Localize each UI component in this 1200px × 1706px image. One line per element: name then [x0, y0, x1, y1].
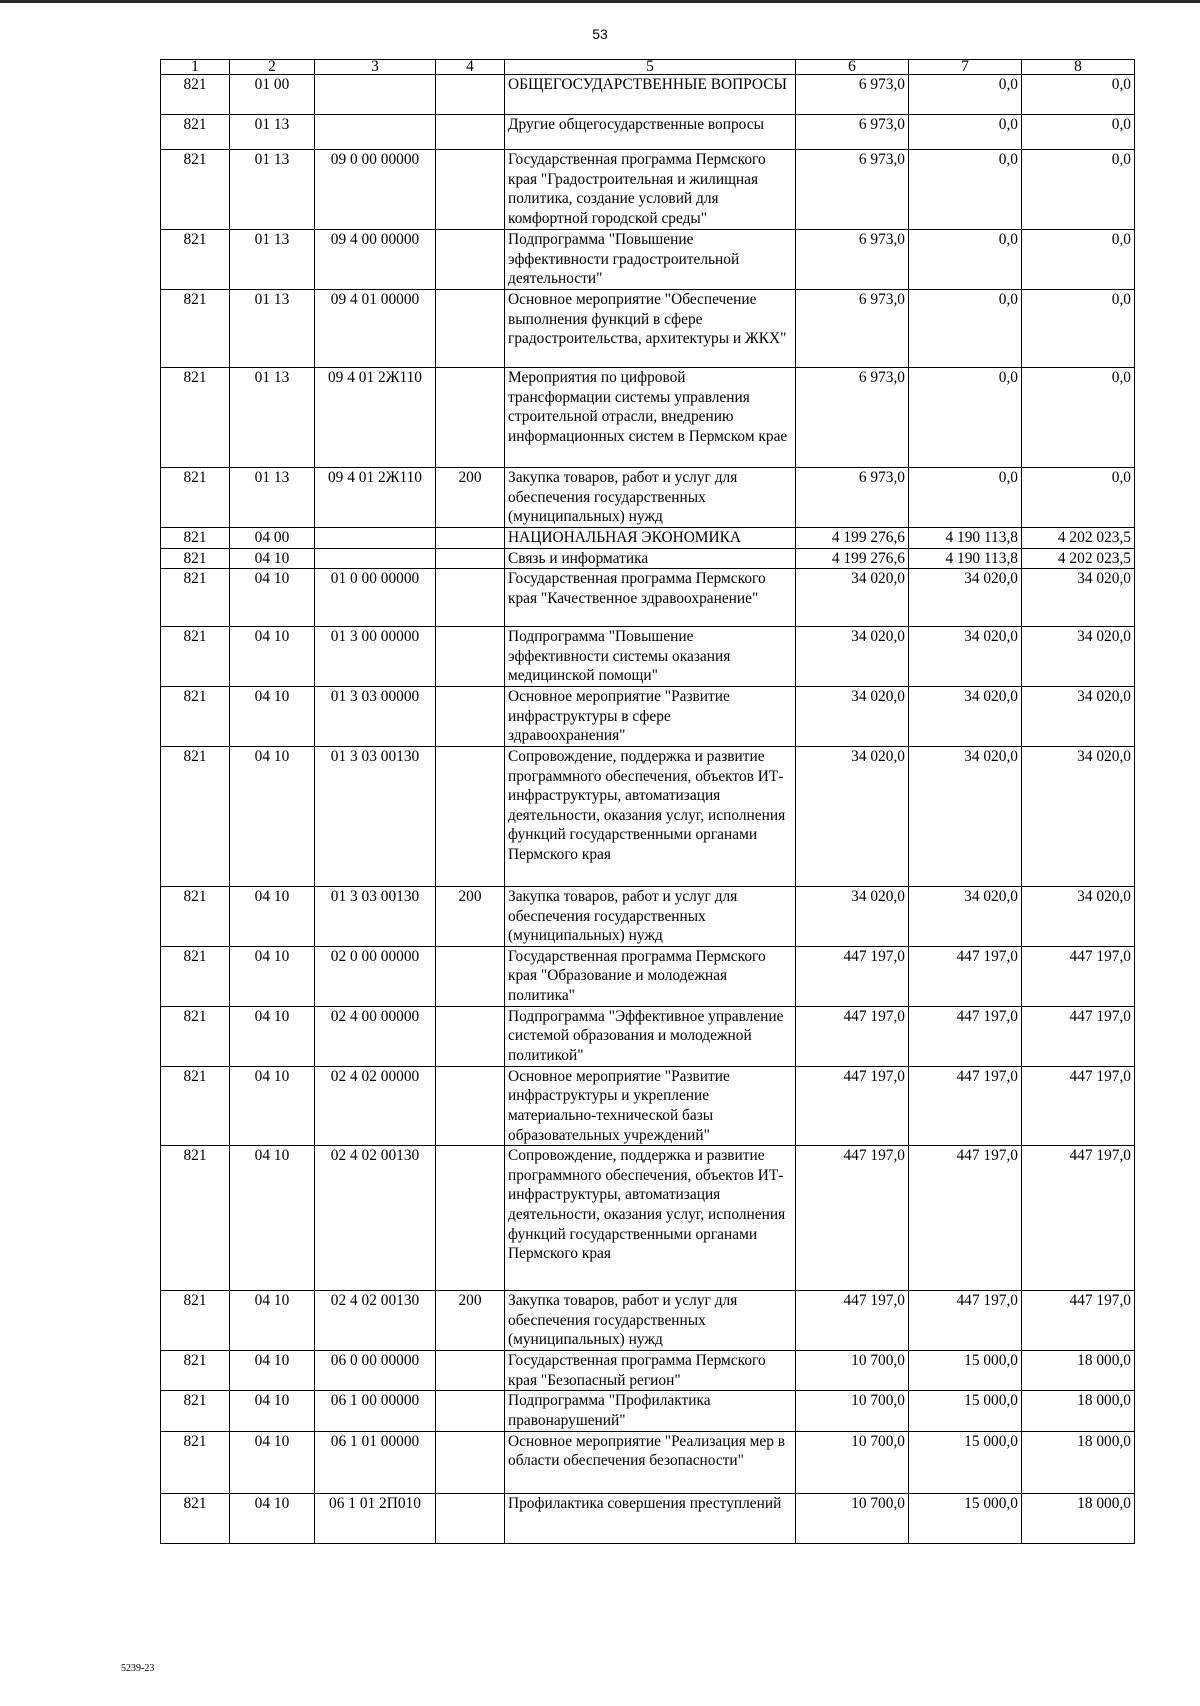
cell-section: 04 00: [230, 528, 315, 549]
cell-amount-year2: 34 020,0: [909, 627, 1022, 687]
cell-description: Основное мероприятие "Обеспечение выполнения функций в сфере градостроительства, архитектуры и ЖКХ": [505, 290, 796, 368]
cell-amount-year3: 4 202 023,5: [1022, 528, 1135, 549]
cell-section: 01 13: [230, 368, 315, 468]
cell-amount-year3: 0,0: [1022, 115, 1135, 150]
cell-expense-type: [436, 946, 505, 1006]
cell-expense-type: [436, 1066, 505, 1145]
cell-expense-type: [436, 368, 505, 468]
cell-amount-year2: 34 020,0: [909, 886, 1022, 946]
cell-amount-year1: 10 700,0: [796, 1493, 909, 1543]
cell-section: 01 00: [230, 75, 315, 115]
col-header-7: 7: [909, 60, 1022, 75]
cell-target-article: 06 1 00 00000: [315, 1391, 436, 1431]
cell-amount-year2: 447 197,0: [909, 1066, 1022, 1145]
cell-section: 01 13: [230, 290, 315, 368]
cell-amount-year2: 15 000,0: [909, 1351, 1022, 1391]
cell-description: Основное мероприятие "Развитие инфраструктуры и укрепление материально-технической базы образовательных учреждений": [505, 1066, 796, 1145]
table-row: [161, 1066, 1135, 1145]
cell-expense-type: [436, 1351, 505, 1391]
cell-grbs: 821: [161, 468, 230, 528]
cell-amount-year2: 0,0: [909, 368, 1022, 468]
table-row: [161, 886, 1135, 946]
cell-amount-year1: 4 199 276,6: [796, 528, 909, 549]
cell-description: Государственная программа Пермского края "Качественное здравоохранение": [505, 569, 796, 627]
cell-description: Другие общегосударственные вопросы: [505, 115, 796, 150]
table-row: [161, 368, 1135, 468]
cell-amount-year2: 0,0: [909, 290, 1022, 368]
cell-amount-year3: 0,0: [1022, 230, 1135, 290]
cell-amount-year1: 447 197,0: [796, 1066, 909, 1145]
cell-expense-type: [436, 1391, 505, 1431]
cell-target-article: 09 0 00 00000: [315, 150, 436, 230]
table-row: [161, 290, 1135, 368]
cell-section: 04 10: [230, 686, 315, 746]
cell-target-article: 01 3 03 00000: [315, 686, 436, 746]
cell-description: Государственная программа Пермского края "Безопасный регион": [505, 1351, 796, 1391]
cell-amount-year3: 0,0: [1022, 75, 1135, 115]
cell-expense-type: [436, 150, 505, 230]
cell-target-article: 09 4 00 00000: [315, 230, 436, 290]
cell-target-article: 02 0 00 00000: [315, 946, 436, 1006]
table-row: [161, 1431, 1135, 1493]
table-row: [161, 627, 1135, 687]
cell-target-article: 01 3 03 00130: [315, 746, 436, 886]
cell-grbs: 821: [161, 1146, 230, 1291]
cell-amount-year1: 6 973,0: [796, 230, 909, 290]
col-header-2: 2: [230, 60, 315, 75]
cell-amount-year1: 34 020,0: [796, 746, 909, 886]
cell-section: 04 10: [230, 627, 315, 687]
cell-amount-year1: 34 020,0: [796, 886, 909, 946]
cell-amount-year3: 0,0: [1022, 368, 1135, 468]
cell-grbs: 821: [161, 1431, 230, 1493]
table-row: [161, 946, 1135, 1006]
cell-grbs: 821: [161, 150, 230, 230]
cell-amount-year1: 6 973,0: [796, 468, 909, 528]
cell-amount-year2: 4 190 113,8: [909, 548, 1022, 569]
cell-section: 04 10: [230, 946, 315, 1006]
cell-target-article: [315, 548, 436, 569]
cell-description: Сопровождение, поддержка и развитие программного обеспечения, объектов ИТ-инфраструктуры, автоматизация деятельности, оказания услуг, исполнения функций государственными органами Пермского края: [505, 1146, 796, 1291]
cell-target-article: 06 1 01 2П010: [315, 1493, 436, 1543]
cell-expense-type: 200: [436, 886, 505, 946]
cell-description: Подпрограмма "Профилактика правонарушений": [505, 1391, 796, 1431]
cell-amount-year1: 34 020,0: [796, 569, 909, 627]
budget-table: [160, 59, 1135, 1544]
cell-grbs: 821: [161, 1066, 230, 1145]
cell-description: Мероприятия по цифровой трансформации системы управления строительной отрасли, внедрению информационных систем в Пермском крае: [505, 368, 796, 468]
cell-target-article: 01 3 00 00000: [315, 627, 436, 687]
document-code: 5239-23: [121, 1663, 155, 1674]
cell-expense-type: [436, 230, 505, 290]
table-row: [161, 528, 1135, 549]
cell-amount-year3: 34 020,0: [1022, 569, 1135, 627]
cell-amount-year2: 34 020,0: [909, 746, 1022, 886]
cell-description: Сопровождение, поддержка и развитие программного обеспечения, объектов ИТ-инфраструктуры, автоматизация деятельности, оказания услуг, исполнения функций государственными органами Пермского края: [505, 746, 796, 886]
cell-target-article: 06 0 00 00000: [315, 1351, 436, 1391]
cell-target-article: 01 3 03 00130: [315, 886, 436, 946]
cell-amount-year3: 18 000,0: [1022, 1391, 1135, 1431]
cell-amount-year1: 34 020,0: [796, 686, 909, 746]
cell-section: 04 10: [230, 746, 315, 886]
cell-amount-year1: 6 973,0: [796, 368, 909, 468]
cell-amount-year3: 447 197,0: [1022, 946, 1135, 1006]
cell-amount-year3: 0,0: [1022, 290, 1135, 368]
cell-grbs: 821: [161, 290, 230, 368]
cell-amount-year3: 18 000,0: [1022, 1493, 1135, 1543]
cell-expense-type: [436, 746, 505, 886]
cell-grbs: 821: [161, 686, 230, 746]
cell-section: 04 10: [230, 1291, 315, 1351]
cell-amount-year1: 6 973,0: [796, 150, 909, 230]
cell-grbs: 821: [161, 230, 230, 290]
cell-amount-year2: 15 000,0: [909, 1431, 1022, 1493]
cell-grbs: 821: [161, 1391, 230, 1431]
cell-amount-year2: 4 190 113,8: [909, 528, 1022, 549]
table-row: [161, 548, 1135, 569]
cell-expense-type: [436, 569, 505, 627]
col-header-8: 8: [1022, 60, 1135, 75]
table-row: [161, 1006, 1135, 1066]
cell-section: 04 10: [230, 1006, 315, 1066]
table-row: [161, 75, 1135, 115]
cell-section: 04 10: [230, 569, 315, 627]
table-row: [161, 230, 1135, 290]
table-row: [161, 468, 1135, 528]
cell-target-article: [315, 75, 436, 115]
table-row: [161, 150, 1135, 230]
cell-amount-year1: 10 700,0: [796, 1351, 909, 1391]
table-body: [161, 75, 1135, 1544]
cell-grbs: 821: [161, 569, 230, 627]
cell-expense-type: [436, 1146, 505, 1291]
cell-amount-year2: 447 197,0: [909, 946, 1022, 1006]
cell-grbs: 821: [161, 75, 230, 115]
cell-grbs: 821: [161, 528, 230, 549]
cell-amount-year1: 447 197,0: [796, 1291, 909, 1351]
cell-expense-type: [436, 290, 505, 368]
cell-expense-type: [436, 627, 505, 687]
cell-section: 04 10: [230, 1146, 315, 1291]
cell-section: 04 10: [230, 1493, 315, 1543]
cell-grbs: 821: [161, 1291, 230, 1351]
cell-target-article: 09 4 01 00000: [315, 290, 436, 368]
cell-grbs: 821: [161, 368, 230, 468]
cell-grbs: 821: [161, 1006, 230, 1066]
table-row: [161, 1351, 1135, 1391]
cell-target-article: [315, 528, 436, 549]
cell-amount-year1: 447 197,0: [796, 946, 909, 1006]
cell-amount-year1: 447 197,0: [796, 1006, 909, 1066]
cell-amount-year2: 34 020,0: [909, 569, 1022, 627]
cell-amount-year2: 34 020,0: [909, 686, 1022, 746]
col-header-1: 1: [161, 60, 230, 75]
cell-section: 04 10: [230, 1066, 315, 1145]
cell-section: 01 13: [230, 115, 315, 150]
cell-section: 01 13: [230, 230, 315, 290]
table-row: [161, 115, 1135, 150]
cell-amount-year1: 4 199 276,6: [796, 548, 909, 569]
col-header-4: 4: [436, 60, 505, 75]
cell-target-article: 02 4 02 00130: [315, 1146, 436, 1291]
table-row: [161, 1291, 1135, 1351]
cell-section: 01 13: [230, 150, 315, 230]
cell-description: Подпрограмма "Повышение эффективности системы оказания медицинской помощи": [505, 627, 796, 687]
scan-top-edge: [0, 0, 1200, 3]
cell-amount-year2: 0,0: [909, 150, 1022, 230]
cell-amount-year1: 6 973,0: [796, 115, 909, 150]
cell-amount-year3: 34 020,0: [1022, 886, 1135, 946]
cell-section: 04 10: [230, 548, 315, 569]
cell-amount-year2: 0,0: [909, 468, 1022, 528]
cell-description: Основное мероприятие "Развитие инфраструктуры в сфере здравоохранения": [505, 686, 796, 746]
cell-section: 01 13: [230, 468, 315, 528]
table-row: [161, 1146, 1135, 1291]
page-number: 53: [592, 26, 608, 42]
table-row: [161, 1391, 1135, 1431]
cell-expense-type: [436, 1431, 505, 1493]
cell-expense-type: [436, 1493, 505, 1543]
cell-amount-year3: 34 020,0: [1022, 627, 1135, 687]
cell-grbs: 821: [161, 548, 230, 569]
cell-amount-year2: 447 197,0: [909, 1146, 1022, 1291]
cell-amount-year1: 447 197,0: [796, 1146, 909, 1291]
cell-expense-type: 200: [436, 1291, 505, 1351]
cell-expense-type: [436, 1006, 505, 1066]
cell-expense-type: [436, 548, 505, 569]
cell-target-article: 02 4 02 00000: [315, 1066, 436, 1145]
cell-section: 04 10: [230, 886, 315, 946]
cell-section: 04 10: [230, 1391, 315, 1431]
cell-description: Профилактика совершения преступлений: [505, 1493, 796, 1543]
table-row: [161, 746, 1135, 886]
cell-target-article: 02 4 00 00000: [315, 1006, 436, 1066]
cell-amount-year3: 34 020,0: [1022, 746, 1135, 886]
cell-description: ОБЩЕГОСУДАРСТВЕННЫЕ ВОПРОСЫ: [505, 75, 796, 115]
cell-section: 04 10: [230, 1351, 315, 1391]
cell-expense-type: 200: [436, 468, 505, 528]
cell-amount-year1: 6 973,0: [796, 290, 909, 368]
cell-amount-year3: 18 000,0: [1022, 1351, 1135, 1391]
table-row: [161, 1493, 1135, 1543]
table-row: [161, 686, 1135, 746]
cell-amount-year3: 447 197,0: [1022, 1066, 1135, 1145]
col-header-5: 5: [505, 60, 796, 75]
cell-description: Подпрограмма "Повышение эффективности градостроительной деятельности": [505, 230, 796, 290]
cell-amount-year2: 15 000,0: [909, 1391, 1022, 1431]
cell-target-article: 09 4 01 2Ж110: [315, 368, 436, 468]
cell-grbs: 821: [161, 1493, 230, 1543]
cell-target-article: 06 1 01 00000: [315, 1431, 436, 1493]
cell-expense-type: [436, 686, 505, 746]
cell-description: Подпрограмма "Эффективное управление системой образования и молодежной политикой": [505, 1006, 796, 1066]
cell-amount-year3: 18 000,0: [1022, 1431, 1135, 1493]
col-header-6: 6: [796, 60, 909, 75]
cell-grbs: 821: [161, 115, 230, 150]
cell-amount-year1: 10 700,0: [796, 1431, 909, 1493]
table-header-row: [161, 60, 1135, 75]
cell-description: Закупка товаров, работ и услуг для обеспечения государственных (муниципальных) нужд: [505, 468, 796, 528]
cell-amount-year1: 34 020,0: [796, 627, 909, 687]
cell-amount-year2: 15 000,0: [909, 1493, 1022, 1543]
cell-amount-year1: 10 700,0: [796, 1391, 909, 1431]
cell-grbs: 821: [161, 746, 230, 886]
cell-target-article: 09 4 01 2Ж110: [315, 468, 436, 528]
cell-description: Закупка товаров, работ и услуг для обеспечения государственных (муниципальных) нужд: [505, 1291, 796, 1351]
cell-target-article: 02 4 02 00130: [315, 1291, 436, 1351]
cell-description: Закупка товаров, работ и услуг для обеспечения государственных (муниципальных) нужд: [505, 886, 796, 946]
cell-amount-year2: 0,0: [909, 75, 1022, 115]
cell-amount-year2: 447 197,0: [909, 1006, 1022, 1066]
cell-description: Основное мероприятие "Реализация мер в области обеспечения безопасности": [505, 1431, 796, 1493]
cell-amount-year2: 0,0: [909, 230, 1022, 290]
cell-amount-year2: 447 197,0: [909, 1291, 1022, 1351]
cell-target-article: 01 0 00 00000: [315, 569, 436, 627]
cell-grbs: 821: [161, 946, 230, 1006]
cell-amount-year3: 447 197,0: [1022, 1006, 1135, 1066]
cell-target-article: [315, 115, 436, 150]
cell-expense-type: [436, 528, 505, 549]
cell-description: Государственная программа Пермского края "Градостроительная и жилищная политика, создание условий для комфортной городской среды": [505, 150, 796, 230]
cell-amount-year3: 34 020,0: [1022, 686, 1135, 746]
cell-amount-year3: 447 197,0: [1022, 1291, 1135, 1351]
cell-section: 04 10: [230, 1431, 315, 1493]
cell-expense-type: [436, 75, 505, 115]
cell-grbs: 821: [161, 1351, 230, 1391]
cell-description: НАЦИОНАЛЬНАЯ ЭКОНОМИКА: [505, 528, 796, 549]
cell-amount-year1: 6 973,0: [796, 75, 909, 115]
col-header-3: 3: [315, 60, 436, 75]
cell-description: Связь и информатика: [505, 548, 796, 569]
cell-grbs: 821: [161, 886, 230, 946]
cell-amount-year3: 447 197,0: [1022, 1146, 1135, 1291]
cell-expense-type: [436, 115, 505, 150]
cell-grbs: 821: [161, 627, 230, 687]
cell-amount-year3: 0,0: [1022, 150, 1135, 230]
cell-amount-year3: 4 202 023,5: [1022, 548, 1135, 569]
cell-amount-year2: 0,0: [909, 115, 1022, 150]
table-row: [161, 569, 1135, 627]
cell-description: Государственная программа Пермского края "Образование и молодежная политика": [505, 946, 796, 1006]
cell-amount-year3: 0,0: [1022, 468, 1135, 528]
